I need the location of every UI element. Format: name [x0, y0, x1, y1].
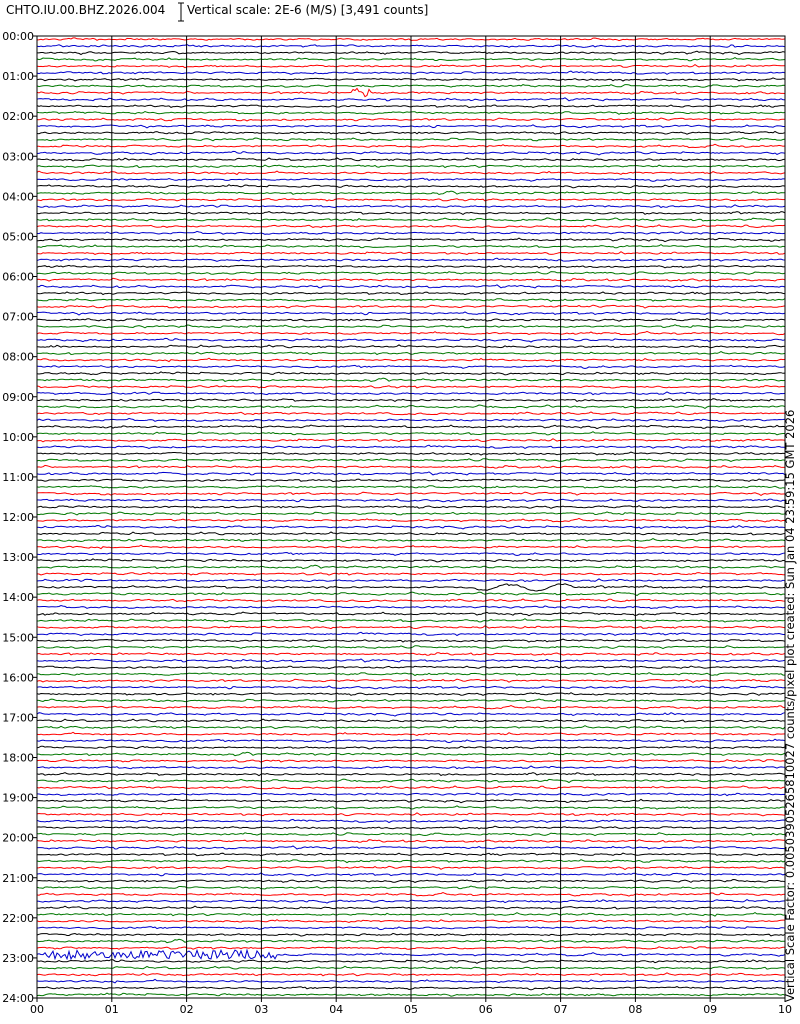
x-tick-label: 07	[553, 1003, 568, 1016]
x-tick-label: 05	[404, 1003, 418, 1016]
y-tick-label: 07:00	[2, 310, 34, 324]
y-tick-label: 10:00	[2, 430, 34, 444]
y-tick-label: 18:00	[2, 751, 34, 765]
station-title: CHTO.IU.00.BHZ.2026.004	[6, 3, 166, 17]
y-tick-label: 03:00	[2, 150, 34, 164]
x-tick-label: 10	[778, 1003, 792, 1016]
x-tick-label: 06	[478, 1003, 493, 1016]
x-tick-label: 04	[329, 1003, 344, 1016]
y-tick-label: 22:00	[2, 911, 34, 925]
y-tick-label: 16:00	[2, 671, 34, 685]
y-tick-label: 24:00	[2, 992, 34, 1005]
x-tick-label: 09	[703, 1003, 718, 1016]
y-tick-label: 13:00	[2, 551, 34, 565]
plot-footnote: Vertical Scale Factor: 0.00503905265810027 counts/pixel plot created: Sun Jan 04 23:59:15 GMT 2026	[783, 409, 797, 1002]
y-tick-label: 17:00	[2, 711, 34, 725]
y-tick-label: 19:00	[2, 791, 34, 805]
vertical-scale-label: Vertical scale: 2E-6 (M/S) [3,491 counts]	[187, 3, 429, 17]
y-tick-label: 14:00	[2, 591, 34, 605]
x-tick-label: 08	[628, 1003, 643, 1016]
y-tick-label: 11:00	[2, 470, 34, 484]
y-tick-label: 23:00	[2, 951, 34, 965]
y-tick-label: 20:00	[2, 831, 34, 845]
y-tick-label: 01:00	[2, 70, 34, 84]
y-tick-label: 08:00	[2, 350, 34, 364]
x-tick-label: 00	[30, 1003, 44, 1016]
y-tick-label: 15:00	[2, 631, 34, 645]
y-tick-label: 02:00	[2, 110, 34, 124]
x-tick-label: 01	[104, 1003, 119, 1016]
y-tick-label: 04:00	[2, 190, 34, 204]
y-tick-label: 05:00	[2, 230, 34, 244]
y-tick-label: 09:00	[2, 390, 34, 404]
x-tick-label: 02	[179, 1003, 194, 1016]
x-tick-label: 03	[254, 1003, 269, 1016]
y-tick-label: 06:00	[2, 270, 34, 284]
y-tick-label: 00:00	[2, 30, 34, 43]
y-tick-label: 12:00	[2, 511, 34, 524]
y-tick-label: 21:00	[2, 871, 34, 885]
